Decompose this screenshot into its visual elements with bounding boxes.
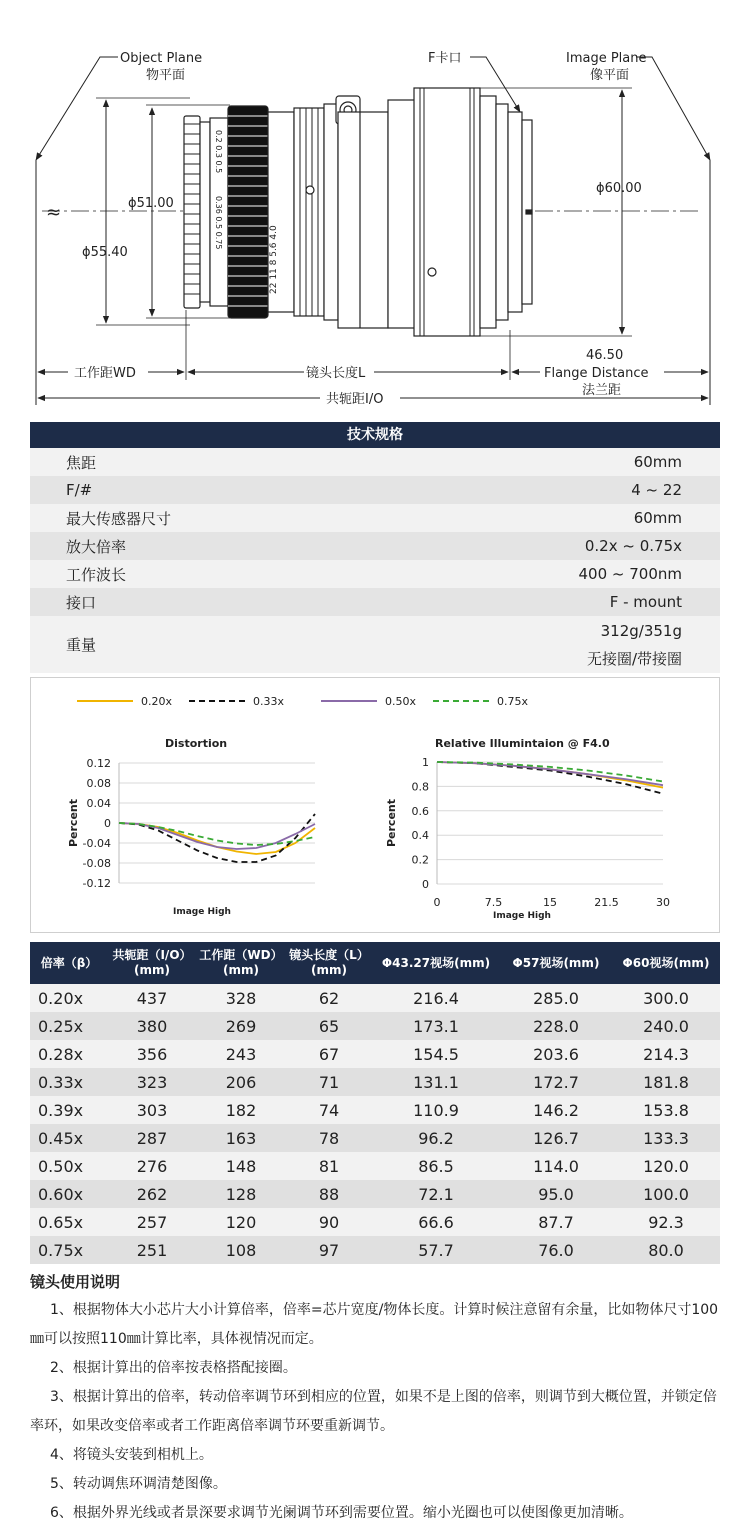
table-row: [30, 1096, 720, 1124]
table-cell: 120: [196, 1208, 286, 1236]
x-axis-label: Image High: [173, 907, 231, 917]
y-tick-label: 0.8: [411, 780, 429, 794]
table-cell: 257: [108, 1208, 196, 1236]
table-cell: 206: [196, 1068, 286, 1096]
table-cell: 0.45x: [30, 1124, 108, 1152]
table-cell: 228.0: [500, 1012, 612, 1040]
table-cell: 214.3: [612, 1040, 720, 1068]
table-cell: 92.3: [612, 1208, 720, 1236]
y-tick-label: -0.04: [82, 837, 111, 850]
weight-value-1: 312g/351g: [600, 621, 682, 640]
y-tick-label: 0.04: [86, 797, 111, 810]
table-row: [30, 984, 720, 1012]
spec-value: 0.2x ~ 0.75x: [584, 537, 682, 555]
table-row: [30, 1208, 720, 1236]
table-cell: 269: [196, 1012, 286, 1040]
ring-scale-1: 0.2 0.3 0.5: [214, 130, 223, 174]
y-axis-label: Percent: [67, 798, 80, 848]
table-cell: 90: [286, 1208, 372, 1236]
wd-label: 工作距WD: [74, 366, 136, 381]
table-header-row: [30, 942, 720, 984]
table-cell: 0.60x: [30, 1180, 108, 1208]
spec-label: F/#: [66, 481, 93, 499]
spec-weight-value: [587, 617, 682, 673]
usage-item-5: 5、转动调焦环调清楚图像。: [50, 1476, 227, 1492]
table-cell: 110.9: [372, 1096, 500, 1124]
dia-55-label: ϕ55.40: [82, 245, 128, 260]
table-cell: 120.0: [612, 1152, 720, 1180]
y-axis-label: Percent: [385, 798, 398, 848]
usage-item-6: 6、根据外界光线或者景深要求调节光阑调节环到需要位置。缩小光圈也可以使图像更加清晰。: [50, 1505, 633, 1521]
legend-label: 0.75x: [497, 695, 529, 708]
table-cell: 108: [196, 1236, 286, 1264]
y-tick-label: -0.08: [82, 857, 111, 870]
spec-label: 重量: [66, 636, 97, 654]
table-cell: 240.0: [612, 1012, 720, 1040]
lens-body: [184, 88, 532, 336]
series-line-0.20x: [437, 762, 663, 788]
table-cell: 285.0: [500, 984, 612, 1012]
table-cell: 114.0: [500, 1152, 612, 1180]
table-cell: 303: [108, 1096, 196, 1124]
lens-dimension-drawing: [0, 0, 750, 415]
spec-row-weight: [30, 616, 720, 673]
y-tick-label: 0: [422, 878, 429, 891]
table-cell: 86.5: [372, 1152, 500, 1180]
spec-label: 工作波长: [66, 565, 127, 584]
table-cell: 80.0: [612, 1236, 720, 1264]
table-cell: 153.8: [612, 1096, 720, 1124]
table-cell: 0.75x: [30, 1236, 108, 1264]
th-wd: 工作距（WD） (mm): [196, 942, 286, 984]
object-plane-cn: 物平面: [146, 68, 186, 83]
table-cell: 0.33x: [30, 1068, 108, 1096]
table-cell: 131.1: [372, 1068, 500, 1096]
table-row: [30, 1152, 720, 1180]
io-label: 共轭距I/O: [326, 392, 384, 407]
lens-length-label: 镜头长度L: [306, 366, 366, 381]
usage-item-4: 4、将镜头安装到相机上。: [50, 1447, 213, 1463]
weight-value-2: 无接圈/带接圈: [586, 649, 682, 668]
usage-item-3: 3、根据计算出的倍率，转动倍率调节环到相应的位置，如果不是上图的倍率，则调节到大概位置，并锁定倍率环，如果改变倍率或者工作距离倍率调节环要重新调节。: [30, 1389, 717, 1434]
spec-row-focal: [30, 448, 720, 476]
table-cell: 57.7: [372, 1236, 500, 1264]
y-tick-label: -0.12: [82, 877, 111, 890]
spec-row-sensor: [30, 504, 720, 532]
table-cell: 133.3: [612, 1124, 720, 1152]
spec-label: 放大倍率: [66, 537, 127, 556]
table-row: [30, 1040, 720, 1068]
chart-panel: [30, 677, 720, 933]
table-row: [30, 1068, 720, 1096]
table-cell: 380: [108, 1012, 196, 1040]
chart-title: Distortion: [165, 737, 228, 750]
table-cell: 243: [196, 1040, 286, 1068]
approx-symbol: ≈: [46, 202, 62, 223]
y-tick-label: 0: [104, 817, 111, 830]
table-row: [30, 1012, 720, 1040]
table-cell: 67: [286, 1040, 372, 1068]
chart-title: Relative Illumintaion @ F4.0: [435, 737, 610, 750]
spec-label: 接口: [66, 593, 97, 612]
x-tick-label: 30: [656, 896, 670, 909]
table-cell: 203.6: [500, 1040, 612, 1068]
legend-label: 0.20x: [141, 695, 173, 708]
table-cell: 173.1: [372, 1012, 500, 1040]
table-cell: 0.39x: [30, 1096, 108, 1124]
y-tick-label: 0.12: [86, 757, 111, 770]
usage-section: [30, 1270, 722, 1528]
spec-label: 焦距: [66, 453, 97, 472]
th-length: 镜头长度（L） (mm): [286, 942, 372, 984]
spec-row-magnification: [30, 532, 720, 560]
table-cell: 276: [108, 1152, 196, 1180]
spec-row-wavelength: [30, 560, 720, 588]
x-axis-label: Image High: [493, 911, 551, 921]
th-fov-57: Φ57视场(mm): [500, 942, 612, 984]
th-io: 共轭距（I/O） (mm): [108, 942, 196, 984]
th-fov-43: Φ43.27视场(mm): [372, 942, 500, 984]
usage-item-2: 2、根据计算出的倍率按表格搭配接圈。: [50, 1360, 297, 1376]
table-cell: 0.28x: [30, 1040, 108, 1068]
image-plane-cn: 像平面: [590, 68, 630, 83]
table-row: [30, 1124, 720, 1152]
spec-value: 60mm: [633, 453, 682, 471]
table-cell: 182: [196, 1096, 286, 1124]
flange-en: Flange Distance: [544, 366, 649, 381]
image-plane-en: Image Plane: [566, 51, 647, 66]
table-cell: 126.7: [500, 1124, 612, 1152]
usage-item-1: 1、根据物体大小芯片大小计算倍率，倍率=芯片宽度/物体长度。计算时候注意留有余量，比如物体尺寸100㎜可以按照110㎜计算比率，具体视情况而定。: [30, 1302, 719, 1347]
table-cell: 154.5: [372, 1040, 500, 1068]
y-tick-label: 0.4: [411, 829, 429, 843]
table-cell: 87.7: [500, 1208, 612, 1236]
dia-51-label: ϕ51.00: [128, 196, 174, 211]
table-cell: 0.25x: [30, 1012, 108, 1040]
spec-value: 60mm: [633, 509, 682, 527]
spec-row-fnum: [30, 476, 720, 504]
y-tick-label: 0.2: [411, 853, 429, 867]
table-cell: 81: [286, 1152, 372, 1180]
legend-label: 0.50x: [385, 695, 417, 708]
series-line-0.75x: [437, 762, 663, 782]
table-cell: 262: [108, 1180, 196, 1208]
x-tick-label: 7.5: [484, 896, 503, 909]
spec-value: 4 ~ 22: [631, 481, 682, 499]
table-row: [30, 1236, 720, 1264]
flange-value: 46.50: [586, 348, 624, 363]
f-mount-label: F卡口: [428, 51, 462, 66]
table-cell: 0.65x: [30, 1208, 108, 1236]
th-fov-60: Φ60视场(mm): [612, 942, 720, 984]
table-row: [30, 1180, 720, 1208]
table-cell: 88: [286, 1180, 372, 1208]
table-cell: 95.0: [500, 1180, 612, 1208]
x-tick-label: 15: [543, 896, 557, 909]
table-cell: 96.2: [372, 1124, 500, 1152]
table-cell: 323: [108, 1068, 196, 1096]
table-cell: 78: [286, 1124, 372, 1152]
spec-label: 最大传感器尺寸: [66, 509, 172, 528]
table-cell: 71: [286, 1068, 372, 1096]
table-cell: 163: [196, 1124, 286, 1152]
ring-scale-2: 22 11 8 5.6 4.0: [269, 225, 279, 294]
table-cell: 148: [196, 1152, 286, 1180]
spec-value: F - mount: [609, 593, 682, 611]
legend-label: 0.33x: [253, 695, 285, 708]
spec-row-mount: [30, 588, 720, 616]
image-plane-leader: [636, 57, 710, 160]
spec-title: 技术规格: [30, 422, 720, 448]
dia-60-label: ϕ60.00: [596, 181, 642, 196]
table-cell: 0.50x: [30, 1152, 108, 1180]
table-cell: 300.0: [612, 984, 720, 1012]
ring-scale-3: 0.36 0.5 0.75: [214, 196, 223, 250]
table-cell: 0.20x: [30, 984, 108, 1012]
x-tick-label: 21.5: [594, 896, 619, 909]
table-cell: 97: [286, 1236, 372, 1264]
flange-cn: 法兰距: [582, 383, 622, 398]
table-cell: 100.0: [612, 1180, 720, 1208]
y-tick-label: 0.6: [411, 804, 429, 818]
table-cell: 66.6: [372, 1208, 500, 1236]
th-magnification: 倍率（β）: [30, 942, 108, 984]
table-cell: 62: [286, 984, 372, 1012]
table-cell: 128: [196, 1180, 286, 1208]
spec-table: [30, 422, 720, 673]
y-tick-label: 0.08: [86, 777, 111, 790]
object-plane-en: Object Plane: [120, 51, 203, 66]
x-tick-label: 0: [433, 896, 441, 909]
magnification-table: [30, 942, 720, 1264]
table-cell: 72.1: [372, 1180, 500, 1208]
table-cell: 216.4: [372, 984, 500, 1012]
charts-svg: [31, 678, 719, 932]
table-cell: 65: [286, 1012, 372, 1040]
table-cell: 76.0: [500, 1236, 612, 1264]
table-cell: 146.2: [500, 1096, 612, 1124]
table-cell: 287: [108, 1124, 196, 1152]
table-cell: 251: [108, 1236, 196, 1264]
table-cell: 356: [108, 1040, 196, 1068]
table-cell: 328: [196, 984, 286, 1012]
series-line-0.50x: [119, 823, 315, 849]
table-cell: 181.8: [612, 1068, 720, 1096]
table-cell: 172.7: [500, 1068, 612, 1096]
y-tick-label: 1: [422, 756, 429, 769]
table-cell: 74: [286, 1096, 372, 1124]
usage-title: 镜头使用说明: [30, 1273, 121, 1291]
table-cell: 437: [108, 984, 196, 1012]
spec-value: 400 ~ 700nm: [578, 565, 682, 583]
